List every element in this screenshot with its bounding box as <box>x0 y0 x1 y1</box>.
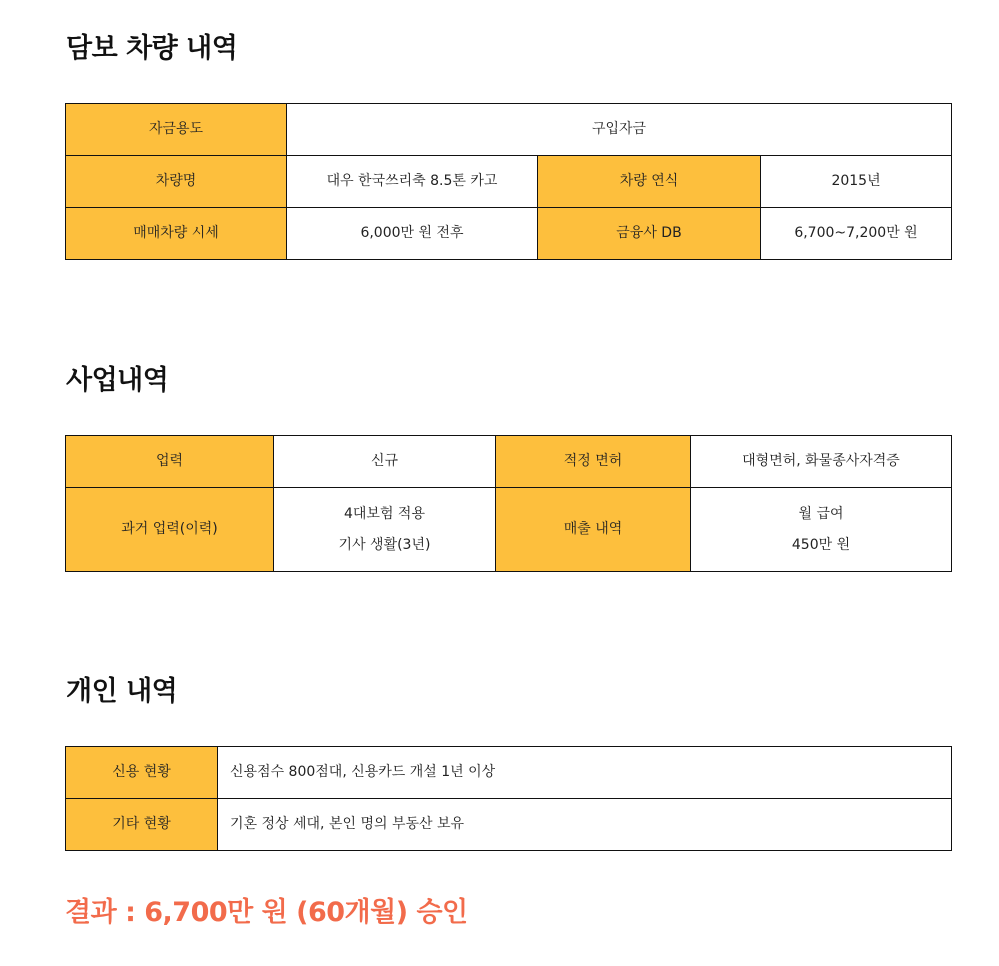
business-table <box>65 435 952 572</box>
table-value-cell: 대우 한국쓰리축 8.5톤 카고 <box>287 156 538 208</box>
table-key-cell: 매매차량 시세 <box>66 208 287 260</box>
table-key-cell: 매출 내역 <box>496 488 691 572</box>
table-key-cell: 업력 <box>66 436 274 488</box>
personal-section-title: 개인 내역 <box>66 676 178 707</box>
table-key-cell: 자금용도 <box>66 104 287 156</box>
table-row <box>66 799 952 851</box>
table-row <box>66 436 952 488</box>
table-row <box>66 488 952 572</box>
table-row <box>66 208 952 260</box>
table-value-cell: 6,000만 원 전후 <box>287 208 538 260</box>
table-value-cell: 6,700~7,200만 원 <box>761 208 952 260</box>
collateral-section-title: 담보 차량 내역 <box>66 33 238 64</box>
table-value-cell: 구입자금 <box>287 104 952 156</box>
table-key-cell: 신용 현황 <box>66 747 218 799</box>
table-value-cell: 대형면허, 화물종사자격증 <box>691 436 952 488</box>
cell-line: 월 급여 <box>798 506 844 523</box>
collateral-table <box>65 103 952 260</box>
table-key-cell: 차량 연식 <box>538 156 761 208</box>
table-key-cell: 적정 면허 <box>496 436 691 488</box>
table-key-cell: 과거 업력(이력) <box>66 488 274 572</box>
table-value-cell: 신규 <box>274 436 496 488</box>
table-row <box>66 104 952 156</box>
personal-table <box>65 746 952 851</box>
table-value-cell: 기혼 정상 세대, 본인 명의 부동산 보유 <box>218 799 952 851</box>
table-key-cell: 금융사 DB <box>538 208 761 260</box>
table-value-cell <box>691 488 952 572</box>
table-row <box>66 156 952 208</box>
table-value-cell <box>274 488 496 572</box>
table-value-cell: 신용점수 800점대, 신용카드 개설 1년 이상 <box>218 747 952 799</box>
table-value-cell: 2015년 <box>761 156 952 208</box>
table-row <box>66 747 952 799</box>
business-section-title: 사업내역 <box>66 365 169 396</box>
table-key-cell: 차량명 <box>66 156 287 208</box>
cell-line: 450만 원 <box>791 536 851 553</box>
cell-line: 기사 생활(3년) <box>338 536 431 553</box>
cell-line: 4대보험 적용 <box>344 506 425 523</box>
table-key-cell: 기타 현황 <box>66 799 218 851</box>
result-text: 결과 : 6,700만 원 (60개월) 승인 <box>65 897 468 928</box>
